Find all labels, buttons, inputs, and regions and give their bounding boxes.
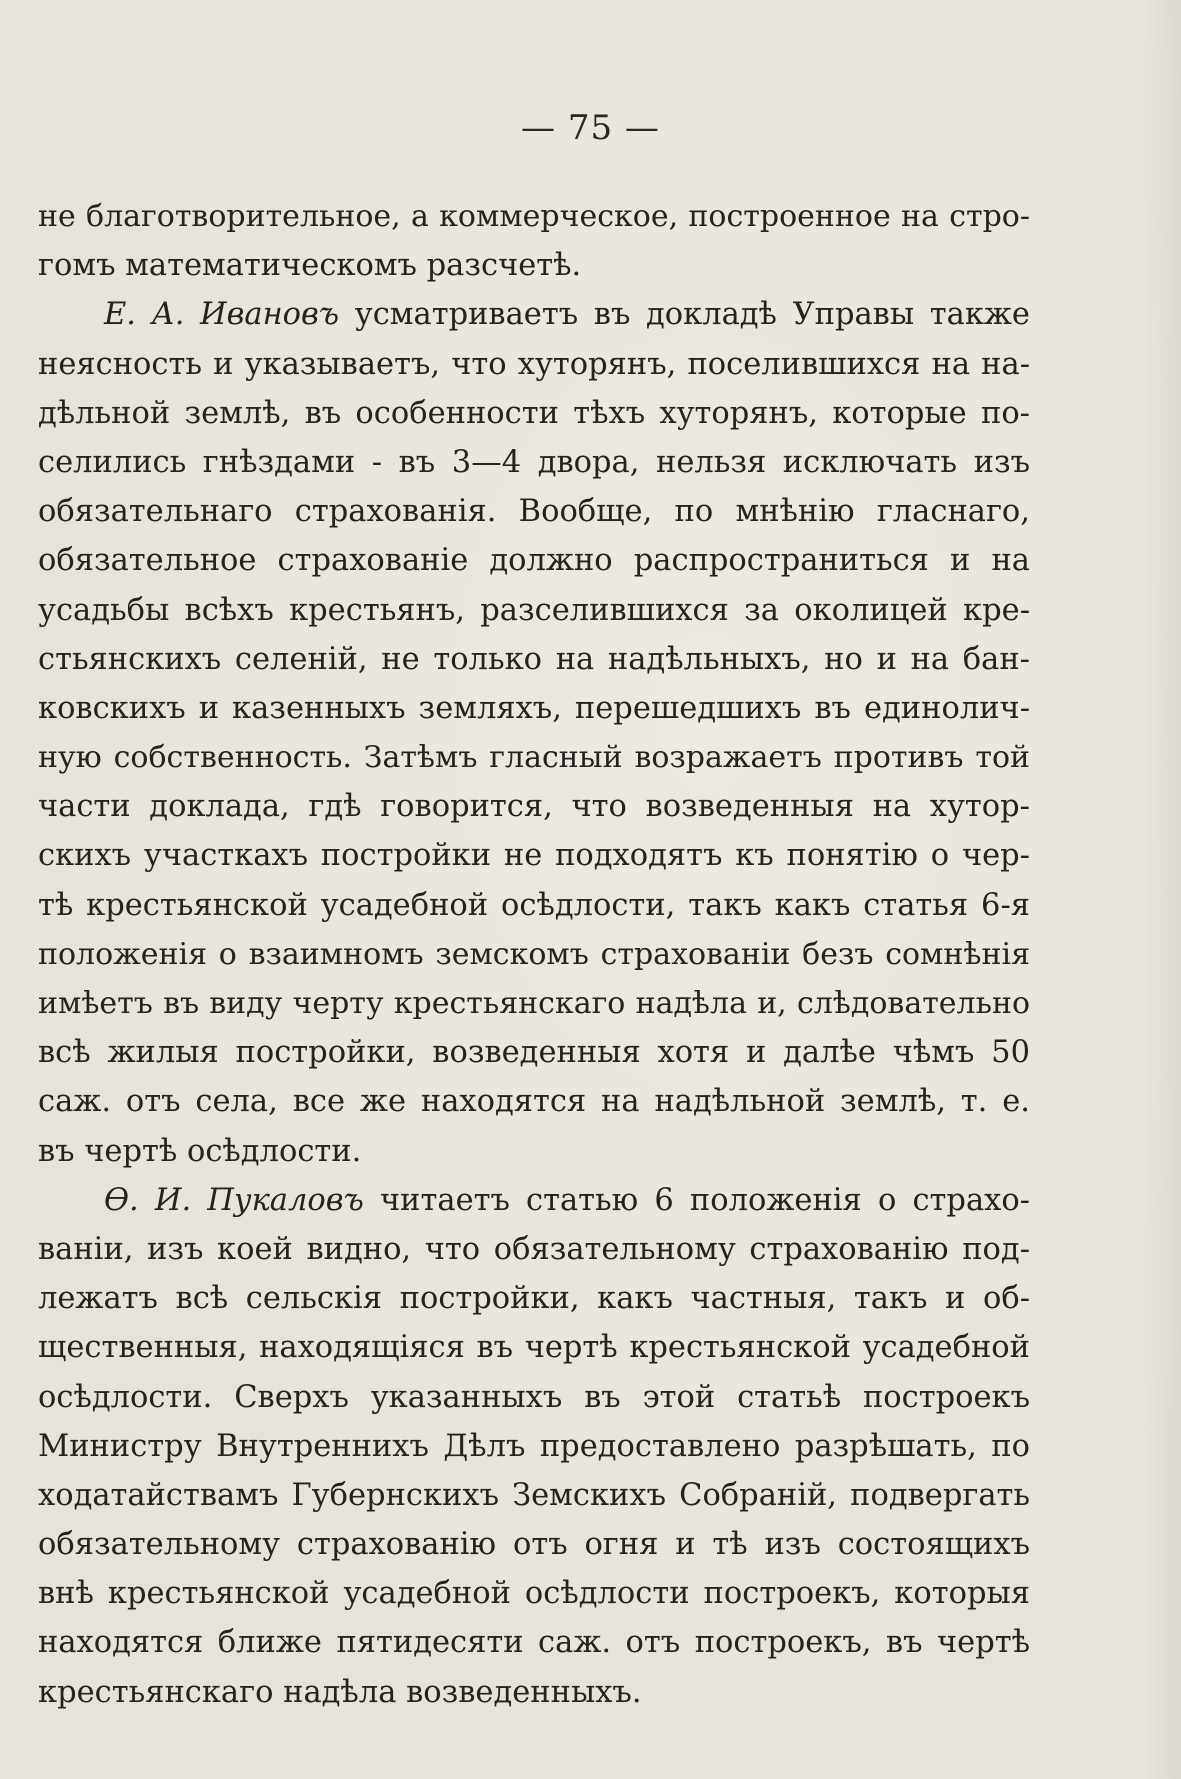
text-line: осѣдлости. Сверхъ указанныхъ въ этой статьѣ построекъ	[38, 1379, 1030, 1415]
text-line: тѣ крестьянской усадебной осѣдлости, такъ какъ статья 6-я	[38, 887, 1030, 923]
text-line: не благотворительное, а коммерческое, построенное на стро-	[38, 199, 1030, 234]
text-line: крестьянскаго надѣла возведенныхъ.	[38, 1674, 642, 1710]
text-line: имѣетъ въ виду черту крестьянскаго надѣла и, слѣдовательно	[38, 986, 1030, 1021]
text-line: селились гнѣздами - въ 3—4 двора, нельзя исключать изъ	[38, 444, 1030, 480]
speaker-name: Е. А. Ивановъ	[104, 297, 340, 333]
text-line: саж. отъ села, все же находятся на надѣльной землѣ, т. е.	[38, 1084, 1030, 1120]
text-line: Министру Внутреннихъ Дѣлъ предоставлено разрѣшать, по	[38, 1428, 1030, 1464]
text-line: всѣ жилыя постройки, возведенныя хотя и далѣе чѣмъ 50	[38, 1035, 1030, 1071]
text-line: гомъ математическомъ разсчетѣ.	[38, 248, 582, 284]
text-line: Ѳ. И. Пукаловъ читаетъ статью 6 положенія о страхо-	[104, 1182, 1030, 1218]
text-line: части доклада, гдѣ говорится, что возведенныя на хутор-	[38, 789, 1030, 825]
text-line: щественныя, находящіяся въ чертѣ крестьянской усадебной	[38, 1330, 1030, 1366]
text-line: обязательному страхованію отъ огня и тѣ изъ состоящихъ	[38, 1527, 1030, 1563]
text-line: внѣ крестьянской усадебной осѣдлости построекъ, которыя	[38, 1576, 1030, 1612]
text-line: Е. А. Ивановъ усматриваетъ въ докладѣ Управы также	[104, 297, 1030, 333]
text-line: обязательнаго страхованія. Вообще, по мнѣнію гласнаго,	[38, 494, 1030, 530]
text-line: обязательное страхованіе должно распространиться и на	[38, 543, 1030, 579]
page-number: — 75 —	[521, 108, 660, 148]
text-line: дѣльной землѣ, въ особенности тѣхъ хуторянъ, которые по-	[38, 395, 1030, 431]
text-line: находятся ближе пятидесяти саж. отъ построекъ, въ чертѣ	[38, 1625, 1030, 1661]
page-edge-shadow	[1141, 0, 1181, 1779]
text-line: положенія о взаимномъ земскомъ страхованіи безъ сомнѣнія	[38, 936, 1030, 972]
text-line: неясность и указываетъ, что хуторянъ, поселившихся на на-	[38, 346, 1030, 382]
text-line: лежатъ всѣ сельскія постройки, какъ частныя, такъ и об-	[38, 1281, 1030, 1317]
text-line: стьянскихъ селеній, не только на надѣльныхъ, но и на бан-	[38, 641, 1030, 677]
text-line: ваніи, изъ коей видно, что обязательному страхованію под-	[38, 1231, 1030, 1267]
body-text	[38, 192, 1030, 1717]
text-line: скихъ участкахъ постройки не подходятъ къ понятію о чер-	[38, 838, 1030, 874]
text-line: усадьбы всѣхъ крестьянъ, разселившихся за околицей кре-	[38, 592, 1030, 628]
text-line: въ чертѣ осѣдлости.	[38, 1133, 362, 1169]
text-line: ковскихъ и казенныхъ земляхъ, перешедшихъ въ единолич-	[38, 690, 1030, 726]
speaker-name: Ѳ. И. Пукаловъ	[104, 1182, 364, 1218]
text-line: ходатайствамъ Губернскихъ Земскихъ Собраній, подвергать	[38, 1477, 1030, 1513]
text-line: ную собственность. Затѣмъ гласный возражаетъ противъ той	[38, 740, 1030, 776]
